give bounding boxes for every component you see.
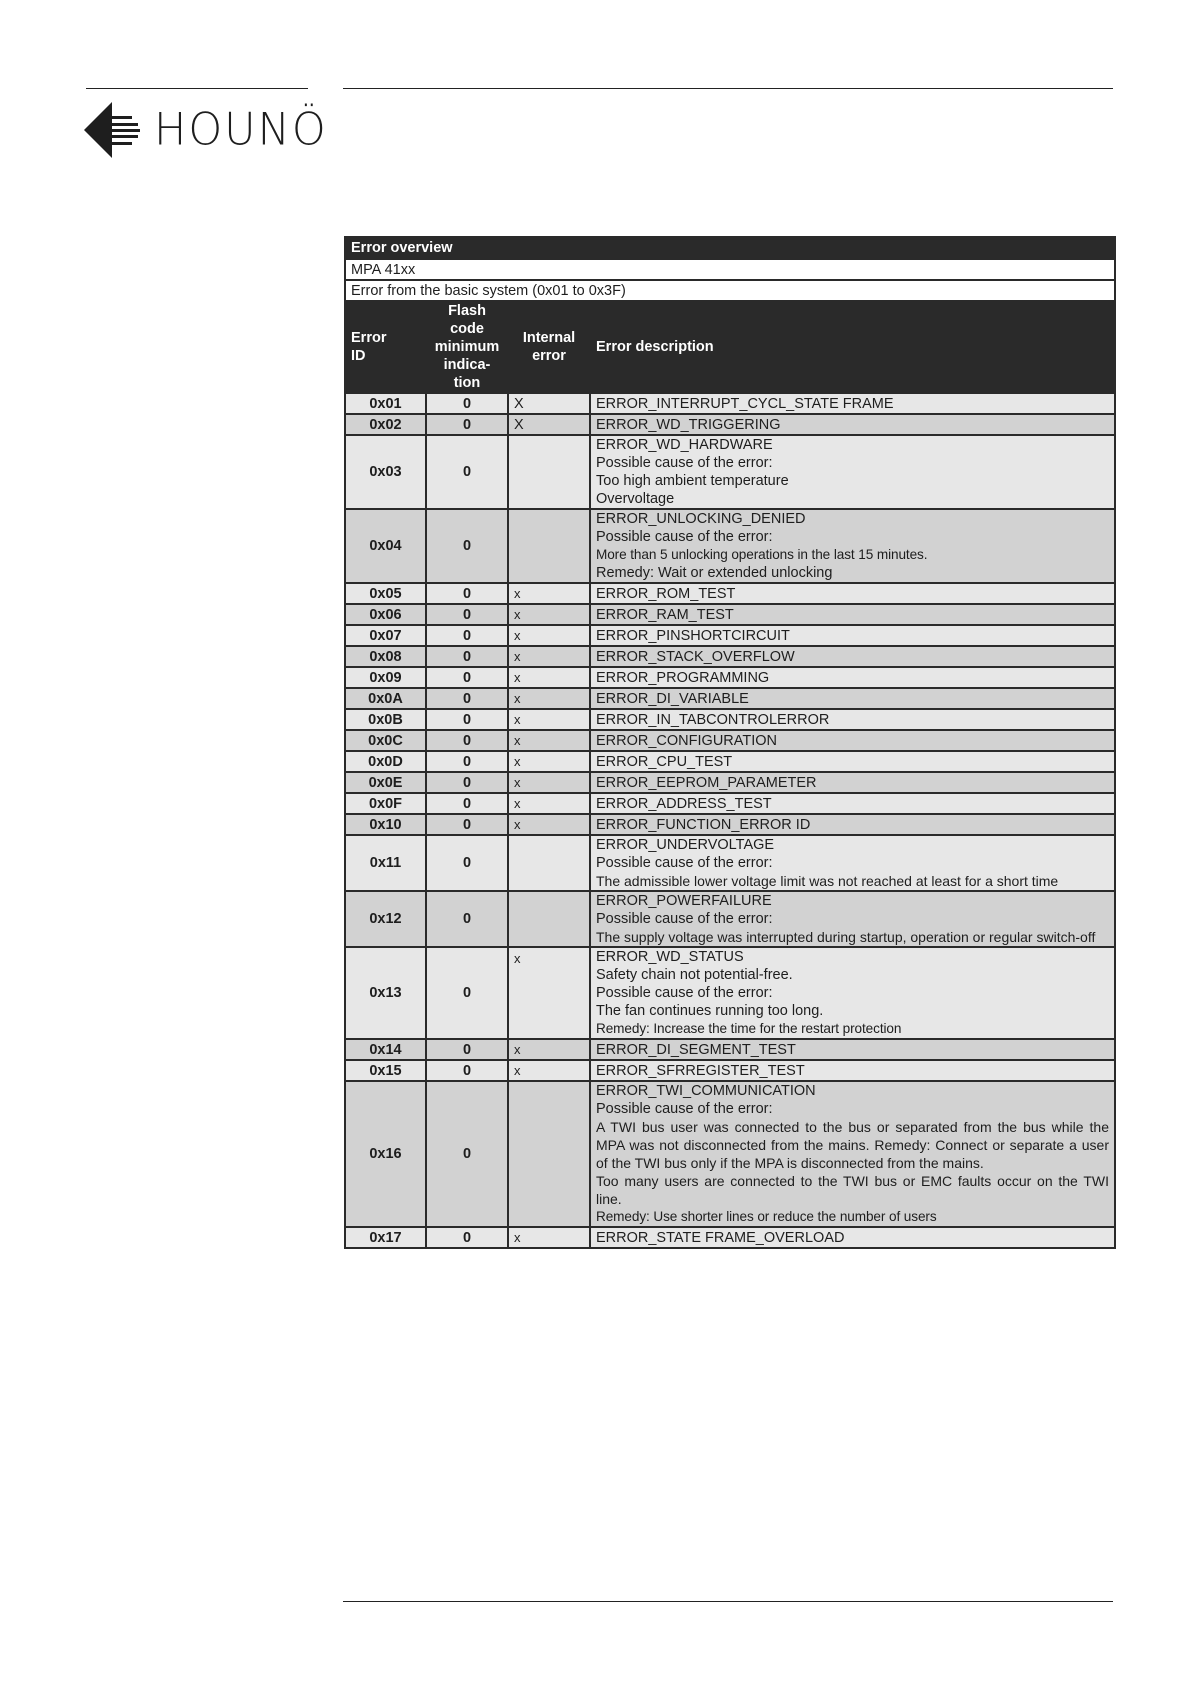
error-id-cell: 0x0A xyxy=(345,688,426,709)
error-description-line: Remedy: Wait or extended unlocking xyxy=(596,565,833,581)
error-description-line: Possible cause of the error: xyxy=(596,529,773,545)
error-id-cell: 0x0C xyxy=(345,730,426,751)
error-description-line: Overvoltage xyxy=(596,491,675,507)
flash-code-cell: 0 xyxy=(426,667,508,688)
error-code-name: ERROR_RAM_TEST xyxy=(596,606,734,623)
error-description-line: Possible cause of the error: xyxy=(596,985,773,1001)
error-description-cell xyxy=(590,751,1115,772)
error-id-cell: 0x09 xyxy=(345,667,426,688)
error-description-line: A TWI bus user was connected to the bus or separated from the bus while the MPA was not disconnected from the mains. Remedy: Connect or separate a user of the TWI bus only if the MPA is disconnected from the mains. xyxy=(596,1119,1109,1171)
error-description-cell xyxy=(590,1039,1115,1060)
table-row xyxy=(345,1081,1115,1227)
internal-error-cell xyxy=(508,1081,590,1227)
flash-code-cell: 0 xyxy=(426,414,508,435)
internal-error-cell: X xyxy=(508,414,590,435)
flash-code-cell: 0 xyxy=(426,583,508,604)
error-code-name: ERROR_CPU_TEST xyxy=(596,753,733,770)
flash-code-cell: 0 xyxy=(426,814,508,835)
table-row xyxy=(345,835,1115,891)
error-description-cell xyxy=(590,947,1115,1039)
error-code-name: ERROR_UNDERVOLTAGE xyxy=(596,837,775,853)
internal-error-cell: x xyxy=(508,1039,590,1060)
error-description-cell xyxy=(590,435,1115,509)
error-id-cell: 0x17 xyxy=(345,1227,426,1248)
flash-code-cell: 0 xyxy=(426,1060,508,1081)
table-row xyxy=(345,688,1115,709)
error-id-cell: 0x01 xyxy=(345,393,426,414)
brand-wordmark: HOUNÖ xyxy=(154,103,328,156)
flash-code-cell: 0 xyxy=(426,1081,508,1227)
table-row xyxy=(345,793,1115,814)
error-description-line: Possible cause of the error: xyxy=(596,1101,773,1117)
error-id-cell: 0x13 xyxy=(345,947,426,1039)
error-id-cell: 0x12 xyxy=(345,891,426,947)
flash-code-cell: 0 xyxy=(426,730,508,751)
error-id-cell: 0x08 xyxy=(345,646,426,667)
error-description-cell xyxy=(590,414,1115,435)
error-description-cell xyxy=(590,393,1115,414)
error-description-cell xyxy=(590,835,1115,891)
error-code-name: ERROR_FUNCTION_ERROR ID xyxy=(596,816,811,833)
table-row xyxy=(345,393,1115,414)
hounoe-arrow-logo-icon xyxy=(84,102,140,158)
header-rule-right xyxy=(343,88,1113,89)
flash-code-cell: 0 xyxy=(426,751,508,772)
error-id-cell: 0x04 xyxy=(345,509,426,583)
error-description-cell xyxy=(590,1060,1115,1081)
internal-error-cell: x xyxy=(508,730,590,751)
internal-error-cell xyxy=(508,891,590,947)
error-id-cell: 0x0F xyxy=(345,793,426,814)
error-description-line: Possible cause of the error: xyxy=(596,455,773,471)
error-id-cell: 0x10 xyxy=(345,814,426,835)
error-description-cell xyxy=(590,814,1115,835)
error-description-line: Remedy: Increase the time for the restart protection xyxy=(596,1021,902,1036)
error-description-cell xyxy=(590,646,1115,667)
table-model-row xyxy=(345,259,1115,280)
internal-error-cell xyxy=(508,835,590,891)
internal-error-cell: x xyxy=(508,793,590,814)
table-model: MPA 41xx xyxy=(345,259,1115,280)
error-code-name: ERROR_DI_VARIABLE xyxy=(596,690,749,707)
header-error-id: Error ID xyxy=(345,301,426,393)
error-description-cell xyxy=(590,730,1115,751)
flash-code-cell: 0 xyxy=(426,772,508,793)
table-section-row xyxy=(345,280,1115,301)
error-description-line: Safety chain not potential-free. xyxy=(596,967,793,983)
table-row xyxy=(345,625,1115,646)
error-code-name: ERROR_PINSHORTCIRCUIT xyxy=(596,627,790,644)
error-description-line: The admissible lower voltage limit was not reached at least for a short time xyxy=(596,873,1059,889)
brand-logo xyxy=(84,102,328,158)
internal-error-cell xyxy=(508,509,590,583)
internal-error-cell: x xyxy=(508,1227,590,1248)
error-id-cell: 0x16 xyxy=(345,1081,426,1227)
error-id-cell: 0x07 xyxy=(345,625,426,646)
internal-error-cell: x xyxy=(508,688,590,709)
table-row xyxy=(345,709,1115,730)
table-row xyxy=(345,583,1115,604)
header-rule-left xyxy=(86,88,308,89)
table-row xyxy=(345,509,1115,583)
error-code-name: ERROR_IN_TABCONTROLERROR xyxy=(596,711,830,728)
error-description-line: Too many users are connected to the TWI bus or EMC faults occur on the TWI line. xyxy=(596,1173,1109,1207)
internal-error-cell: X xyxy=(508,393,590,414)
error-id-cell: 0x06 xyxy=(345,604,426,625)
table-section: Error from the basic system (0x01 to 0x3F) xyxy=(345,280,1115,301)
flash-code-cell: 0 xyxy=(426,509,508,583)
error-id-cell: 0x02 xyxy=(345,414,426,435)
error-id-cell: 0x11 xyxy=(345,835,426,891)
internal-error-cell: x xyxy=(508,1060,590,1081)
error-id-cell: 0x14 xyxy=(345,1039,426,1060)
error-code-name: ERROR_POWERFAILURE xyxy=(596,893,772,909)
error-description-line: The fan continues running too long. xyxy=(596,1003,824,1019)
flash-code-cell: 0 xyxy=(426,604,508,625)
flash-code-cell: 0 xyxy=(426,1227,508,1248)
error-overview-table-container xyxy=(344,236,1114,1249)
error-description-cell xyxy=(590,509,1115,583)
table-row xyxy=(345,814,1115,835)
error-description-cell xyxy=(590,583,1115,604)
error-id-cell: 0x03 xyxy=(345,435,426,509)
flash-code-cell: 0 xyxy=(426,793,508,814)
table-row xyxy=(345,772,1115,793)
table-header-row xyxy=(345,301,1115,393)
internal-error-cell: x xyxy=(508,667,590,688)
flash-code-cell: 0 xyxy=(426,1039,508,1060)
internal-error-cell: x xyxy=(508,583,590,604)
error-code-name: ERROR_PROGRAMMING xyxy=(596,669,770,686)
error-code-name: ERROR_DI_SEGMENT_TEST xyxy=(596,1041,796,1058)
error-description-line: The supply voltage was interrupted during startup, operation or regular switch-off xyxy=(596,929,1096,945)
table-row xyxy=(345,667,1115,688)
header-internal-error: Internal error xyxy=(508,301,590,393)
flash-code-cell: 0 xyxy=(426,646,508,667)
table-row xyxy=(345,604,1115,625)
flash-code-cell: 0 xyxy=(426,891,508,947)
error-description-line: Possible cause of the error: xyxy=(596,911,773,927)
error-id-cell: 0x05 xyxy=(345,583,426,604)
error-id-cell: 0x0D xyxy=(345,751,426,772)
error-description-cell xyxy=(590,667,1115,688)
flash-code-cell: 0 xyxy=(426,435,508,509)
internal-error-cell: x xyxy=(508,646,590,667)
internal-error-cell: x xyxy=(508,709,590,730)
table-row xyxy=(345,435,1115,509)
error-description-cell xyxy=(590,891,1115,947)
error-description-line: Too high ambient temperature xyxy=(596,473,789,489)
table-row xyxy=(345,1039,1115,1060)
internal-error-cell: x xyxy=(508,947,590,1039)
internal-error-cell: x xyxy=(508,604,590,625)
table-row xyxy=(345,414,1115,435)
table-row xyxy=(345,891,1115,947)
error-description-line: Remedy: Use shorter lines or reduce the number of users xyxy=(596,1209,937,1224)
error-id-cell: 0x15 xyxy=(345,1060,426,1081)
error-code-name: ERROR_WD_STATUS xyxy=(596,949,744,965)
error-code-name: ERROR_EEPROM_PARAMETER xyxy=(596,774,817,791)
flash-code-cell: 0 xyxy=(426,625,508,646)
table-row xyxy=(345,730,1115,751)
error-code-name: ERROR_SFRREGISTER_TEST xyxy=(596,1062,805,1079)
error-description-cell xyxy=(590,709,1115,730)
internal-error-cell: x xyxy=(508,751,590,772)
error-code-name: ERROR_WD_HARDWARE xyxy=(596,437,773,453)
error-description-cell xyxy=(590,625,1115,646)
error-overview-table xyxy=(344,236,1116,1249)
table-row xyxy=(345,751,1115,772)
error-code-name: ERROR_ROM_TEST xyxy=(596,585,736,602)
flash-code-cell: 0 xyxy=(426,688,508,709)
error-description-line: Possible cause of the error: xyxy=(596,855,773,871)
error-code-name: ERROR_UNLOCKING_DENIED xyxy=(596,511,806,527)
error-code-name: ERROR_WD_TRIGGERING xyxy=(596,416,781,433)
table-title: Error overview xyxy=(345,237,1115,259)
table-title-row xyxy=(345,237,1115,259)
error-description-cell xyxy=(590,793,1115,814)
error-code-name: ERROR_INTERRUPT_CYCL_STATE FRAME xyxy=(596,395,894,412)
flash-code-cell: 0 xyxy=(426,947,508,1039)
header-error-description: Error description xyxy=(590,301,1115,393)
flash-code-cell: 0 xyxy=(426,709,508,730)
table-row xyxy=(345,947,1115,1039)
table-row xyxy=(345,1227,1115,1248)
error-code-name: ERROR_ADDRESS_TEST xyxy=(596,795,772,812)
table-row xyxy=(345,646,1115,667)
internal-error-cell xyxy=(508,435,590,509)
header-flash-code: Flash code minimum indica- tion xyxy=(426,301,508,393)
flash-code-cell: 0 xyxy=(426,393,508,414)
table-row xyxy=(345,1060,1115,1081)
error-description-cell xyxy=(590,604,1115,625)
error-code-name: ERROR_TWI_COMMUNICATION xyxy=(596,1083,816,1099)
error-code-name: ERROR_STACK_OVERFLOW xyxy=(596,648,795,665)
internal-error-cell: x xyxy=(508,814,590,835)
flash-code-cell: 0 xyxy=(426,835,508,891)
footer-rule xyxy=(343,1601,1113,1602)
error-description-cell xyxy=(590,1227,1115,1248)
error-description-cell xyxy=(590,688,1115,709)
error-code-name: ERROR_STATE FRAME_OVERLOAD xyxy=(596,1229,845,1246)
error-id-cell: 0x0B xyxy=(345,709,426,730)
error-code-name: ERROR_CONFIGURATION xyxy=(596,732,777,749)
error-description-line: More than 5 unlocking operations in the last 15 minutes. xyxy=(596,547,928,562)
error-description-cell xyxy=(590,772,1115,793)
error-description-cell xyxy=(590,1081,1115,1227)
error-id-cell: 0x0E xyxy=(345,772,426,793)
internal-error-cell: x xyxy=(508,625,590,646)
internal-error-cell: x xyxy=(508,772,590,793)
